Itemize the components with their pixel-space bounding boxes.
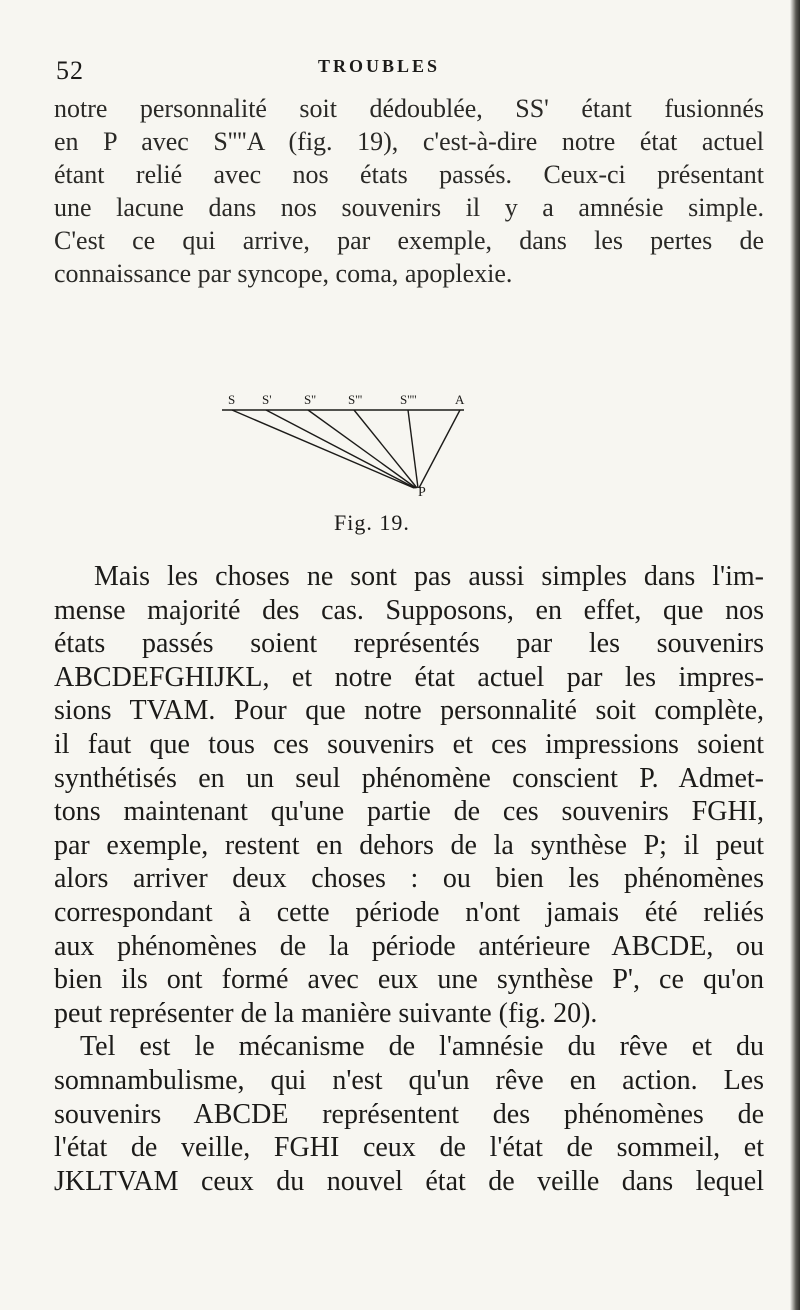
figure-label-a: A — [455, 392, 465, 407]
figure-19-diagram — [210, 392, 510, 502]
figure-line-s — [232, 410, 414, 488]
text-line: notre personnalité soit dédoublée, SS' étant fusionnés — [54, 94, 764, 123]
text-line: ABCDEFGHIJKL, et notre état actuel par les impres- — [54, 661, 764, 693]
text-line: l'état de veille, FGHI ceux de l'état de sommeil, et — [54, 1132, 764, 1164]
text-line: bien ils ont formé avec eux une synthèse P', ce qu'on — [54, 964, 764, 996]
text-line: par exemple, restent en dehors de la synthèse P; il peut — [54, 829, 764, 861]
text-line: souvenirs ABCDE représentent des phénomènes de — [54, 1098, 764, 1130]
figure-caption: Fig. 19. — [334, 510, 410, 535]
text-line: peut représenter de la manière suivante (fig. 20). — [54, 997, 598, 1029]
text-line: Mais les choses ne sont pas aussi simples dans l'im- — [94, 561, 764, 592]
text-line: aux phénomènes de la période antérieure ABCDE, ou — [54, 930, 764, 962]
text-line: étant relié avec nos états passés. Ceux-ci présentant — [54, 160, 764, 189]
text-line: correspondant à cette période n'ont jamais été reliés — [54, 896, 764, 928]
figure-19-svg — [210, 392, 510, 502]
figure-line-s1 — [266, 410, 415, 488]
text-line: alors arriver deux choses : ou bien les phénomènes — [54, 863, 764, 895]
figure-label-s: S — [228, 392, 236, 407]
figure-label-s1: S' — [262, 392, 272, 407]
text-line: en P avec S''''A (fig. 19), c'est-à-dire notre état actuel — [54, 127, 764, 156]
text-line: JKLTVAM ceux du nouvel état de veille dans lequel — [54, 1165, 764, 1197]
running-head: TROUBLES — [318, 56, 441, 76]
page-number: 52 — [56, 56, 84, 85]
paragraph-1 — [54, 92, 764, 290]
figure-label-s2: S'' — [304, 392, 316, 407]
text-line: somnambulisme, qui n'est qu'un rêve en action. Les — [54, 1064, 764, 1096]
page-edge-shadow — [790, 0, 800, 1310]
text-line: une lacune dans nos souvenirs il y a amnésie simple. — [54, 193, 764, 222]
figure-line-s4 — [408, 410, 418, 488]
text-line: C'est ce qui arrive, par exemple, dans les pertes de — [54, 226, 764, 255]
text-line: synthétisés en un seul phénomène conscient P. Admet- — [54, 762, 764, 794]
figure-label-p: P — [418, 485, 426, 500]
text-line: états passés soient représentés par les souvenirs — [54, 628, 764, 660]
text-line: mense majorité des cas. Supposons, en effet, que nos — [54, 594, 764, 626]
text-line: tons maintenant qu'une partie de ces souvenirs FGHI, — [54, 796, 764, 828]
figure-label-s4: S'''' — [400, 392, 417, 407]
text-line: sions TVAM. Pour que notre personnalité soit complète, — [54, 695, 764, 727]
figure-label-s3: S''' — [348, 392, 363, 407]
text-line: Tel est le mécanisme de l'amnésie du rêve et du — [80, 1031, 764, 1063]
paragraph-2 — [54, 560, 764, 1198]
text-line: il faut que tous ces souvenirs et ces impressions soient — [54, 728, 764, 760]
figure-line-a — [419, 410, 460, 488]
text-line: connaissance par syncope, coma, apoplexie. — [54, 259, 513, 288]
